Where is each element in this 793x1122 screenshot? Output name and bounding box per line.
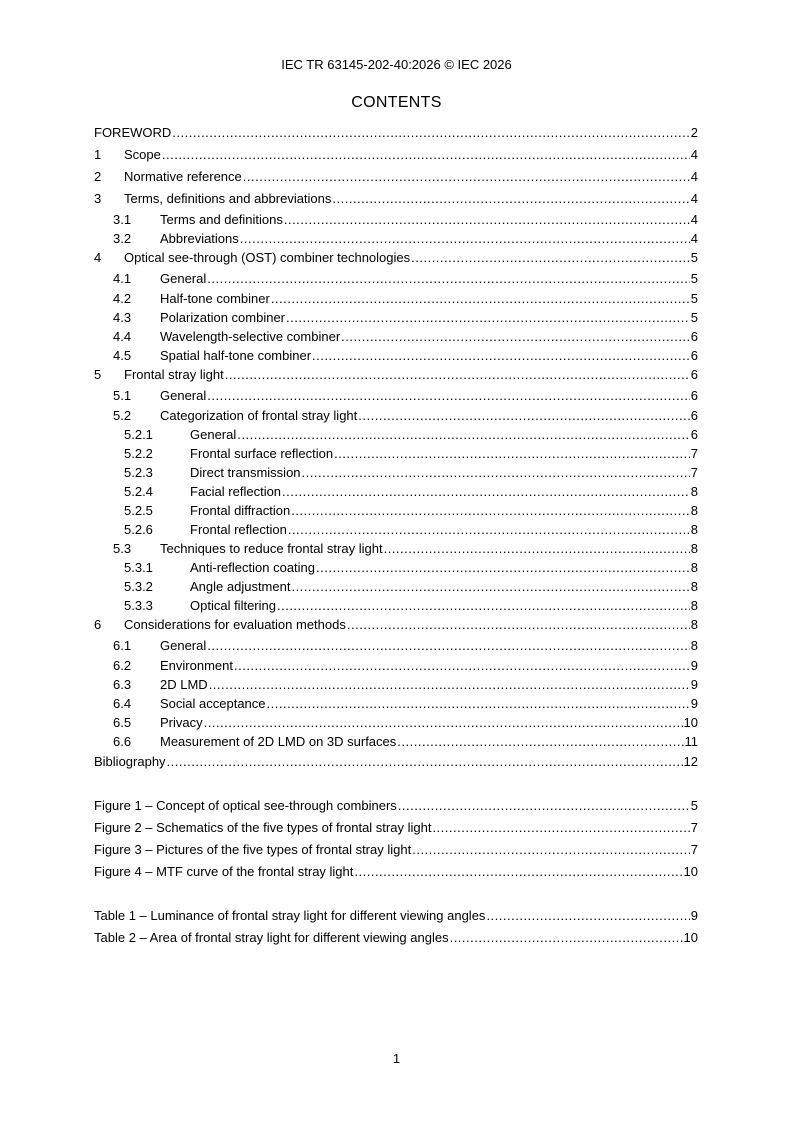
toc-entry[interactable]	[94, 250, 698, 271]
toc-entry-label: FOREWORD	[94, 125, 172, 140]
toc-entry-label: Bibliography	[94, 754, 166, 769]
toc-entry-page: 8	[690, 522, 698, 537]
toc-entry-label: Abbreviations	[160, 231, 239, 246]
toc-entry-number: 5.2.6	[124, 522, 153, 537]
toc-entry-number: 6.2	[113, 658, 132, 673]
figure-list-entry[interactable]	[94, 798, 698, 820]
toc-entry-number: 6.3	[113, 677, 132, 692]
toc-entry-label: Considerations for evaluation methods	[124, 617, 346, 632]
toc-entry-label: Frontal surface reflection	[190, 446, 334, 461]
page-number: 1	[392, 1051, 401, 1066]
toc-entry-page: 9	[690, 658, 698, 673]
toc-entry-label: Angle adjustment	[190, 579, 291, 594]
toc-entry[interactable]	[94, 310, 698, 329]
toc-entry-label: General	[160, 388, 207, 403]
toc-entry[interactable]	[94, 329, 698, 348]
table-list-entry[interactable]	[94, 930, 698, 952]
toc-entry-page: 12	[683, 754, 698, 769]
toc-entry-label: Frontal diffraction	[190, 503, 291, 518]
toc-entry-label: Spatial half-tone combiner	[160, 348, 312, 363]
toc-entry-number: 6.6	[113, 734, 132, 749]
toc-entry-number: 3	[94, 191, 102, 206]
toc-entry-page: 8	[690, 617, 698, 632]
toc-entry-page: 4	[690, 212, 698, 227]
toc-entry[interactable]	[94, 696, 698, 715]
toc-entry-label: Polarization combiner	[160, 310, 286, 325]
toc-entry-label: Categorization of frontal stray light	[160, 408, 358, 423]
toc-entry-number: 3.2	[113, 231, 132, 246]
toc-entry-number: 5.2.3	[124, 465, 153, 480]
toc-entry-page: 5	[690, 250, 698, 265]
toc-entry-page: 5	[690, 310, 698, 325]
toc-entry-number: 5.2.1	[124, 427, 153, 442]
toc-entry[interactable]	[94, 734, 698, 754]
toc-entry[interactable]	[94, 408, 698, 427]
toc-entry[interactable]	[94, 598, 698, 617]
toc-entry-label: Optical filtering	[190, 598, 276, 613]
figure-entry-label: Figure 3 – Pictures of the five types of frontal stray light	[94, 842, 412, 857]
toc-entry-page: 8	[690, 484, 698, 499]
toc-entry-page: 6	[690, 367, 698, 382]
section-spacer	[94, 886, 698, 908]
toc-entry-page: 6	[690, 408, 698, 423]
table-entry-page: 10	[683, 930, 698, 945]
figure-list-entry[interactable]	[94, 864, 698, 886]
toc-entry-number: 6	[94, 617, 102, 632]
toc-entry[interactable]	[94, 522, 698, 541]
figure-entry-page: 7	[690, 820, 698, 835]
toc-entry-label: 2D LMD	[160, 677, 208, 692]
figure-entry-page: 10	[683, 864, 698, 879]
toc-entry[interactable]	[94, 212, 698, 231]
toc-entry-page: 8	[690, 638, 698, 653]
toc-entry-page: 8	[690, 541, 698, 556]
toc-entry[interactable]	[94, 658, 698, 677]
figure-entry-page: 5	[690, 798, 698, 813]
toc-entry-label: General	[160, 271, 207, 286]
toc-entry-label: Privacy	[160, 715, 203, 730]
toc-entry-page: 9	[690, 696, 698, 711]
table-entry-page: 9	[690, 908, 698, 923]
toc-entry[interactable]	[94, 191, 698, 212]
toc-entry-number: 5.3.1	[124, 560, 153, 575]
toc-entry-page: 2	[690, 125, 698, 140]
toc-entry-label: Anti-reflection coating	[190, 560, 316, 575]
toc-entry[interactable]	[94, 677, 698, 696]
toc-entry-label: Social acceptance	[160, 696, 266, 711]
toc-entry-page: 5	[690, 271, 698, 286]
toc-entry-label: General	[160, 638, 207, 653]
toc-entry-label: Direct transmission	[190, 465, 301, 480]
toc-entry-label: Measurement of 2D LMD on 3D surfaces	[160, 734, 397, 749]
toc-entry[interactable]	[94, 388, 698, 408]
toc-entry-label: Terms, definitions and abbreviations	[124, 191, 332, 206]
toc-entry-number: 5	[94, 367, 102, 382]
toc-entry-number: 4.1	[113, 271, 132, 286]
toc-entry[interactable]	[94, 560, 698, 579]
figure-list-entry[interactable]	[94, 820, 698, 842]
toc-entry-label: Frontal reflection	[190, 522, 287, 537]
section-spacer	[94, 776, 698, 798]
toc-entry-number: 4.5	[113, 348, 132, 363]
toc-entry-number: 6.1	[113, 638, 132, 653]
toc-entry-page: 9	[690, 677, 698, 692]
toc-entry-page: 6	[690, 388, 698, 403]
toc-entry-label: Terms and definitions	[160, 212, 283, 227]
document-header: IEC TR 63145-202-40:2026 © IEC 2026	[281, 57, 512, 72]
toc-entry-page: 10	[683, 715, 698, 730]
toc-entry-page: 6	[690, 329, 698, 344]
toc-entry[interactable]	[94, 231, 698, 250]
toc-entry[interactable]	[94, 503, 698, 522]
toc-entry[interactable]	[94, 715, 698, 734]
toc-entry-number: 4	[94, 250, 102, 265]
toc-entry[interactable]	[94, 291, 698, 310]
toc-entry-page: 7	[690, 446, 698, 461]
toc-entry[interactable]	[94, 427, 698, 446]
toc-entry-label: Environment	[160, 658, 233, 673]
toc-entry-page: 8	[690, 598, 698, 613]
toc-entry-page: 4	[690, 231, 698, 246]
figure-list-entry[interactable]	[94, 842, 698, 864]
toc-entry-label: Techniques to reduce frontal stray light	[160, 541, 383, 556]
toc-entry-number: 5.2.5	[124, 503, 153, 518]
toc-entry[interactable]	[94, 125, 698, 147]
toc-entry-number: 5.2	[113, 408, 132, 423]
toc-entry[interactable]	[94, 367, 698, 388]
toc-entry-label: General	[190, 427, 237, 442]
figure-entry-label: Figure 2 – Schematics of the five types of frontal stray light	[94, 820, 432, 835]
toc-entry[interactable]	[94, 271, 698, 291]
toc-entry-number: 5.2.4	[124, 484, 153, 499]
toc-entry[interactable]	[94, 754, 698, 776]
table-entry-label: Table 1 – Luminance of frontal stray light for different viewing angles	[94, 908, 486, 923]
toc-entry-number: 4.4	[113, 329, 132, 344]
toc-entry-page: 8	[690, 503, 698, 518]
table-of-contents	[94, 125, 698, 952]
toc-entry-label: Normative reference	[124, 169, 242, 184]
figure-entry-label: Figure 1 – Concept of optical see-through combiners	[94, 798, 397, 813]
toc-entry-label: Facial reflection	[190, 484, 282, 499]
toc-entry-page: 7	[690, 465, 698, 480]
toc-entry-number: 5.3	[113, 541, 132, 556]
toc-entry-number: 6.5	[113, 715, 132, 730]
toc-entry-page: 4	[690, 147, 698, 162]
toc-entry-label: Scope	[124, 147, 161, 162]
toc-entry[interactable]	[94, 465, 698, 484]
toc-entry[interactable]	[94, 169, 698, 191]
toc-entry-label: Wavelength-selective combiner	[160, 329, 341, 344]
toc-entry[interactable]	[94, 446, 698, 465]
toc-entry-page: 6	[690, 348, 698, 363]
toc-entry-label: Optical see-through (OST) combiner technologies	[124, 250, 411, 265]
toc-entry-page: 6	[690, 427, 698, 442]
figure-entry-label: Figure 4 – MTF curve of the frontal stray light	[94, 864, 354, 879]
toc-entry-page: 4	[690, 191, 698, 206]
toc-entry-number: 3.1	[113, 212, 132, 227]
toc-entry[interactable]	[94, 541, 698, 560]
table-list-entry[interactable]	[94, 908, 698, 930]
toc-entry-number: 5.1	[113, 388, 132, 403]
toc-entry-page: 4	[690, 169, 698, 184]
toc-entry[interactable]	[94, 638, 698, 658]
toc-entry-label: Frontal stray light	[124, 367, 224, 382]
toc-entry-number: 6.4	[113, 696, 132, 711]
toc-entry[interactable]	[94, 484, 698, 503]
figure-entry-page: 7	[690, 842, 698, 857]
page-title: CONTENTS	[351, 94, 442, 111]
table-entry-label: Table 2 – Area of frontal stray light for different viewing angles	[94, 930, 449, 945]
toc-entry-page: 8	[690, 579, 698, 594]
toc-entry-page: 5	[690, 291, 698, 306]
toc-entry-number: 5.3.3	[124, 598, 153, 613]
toc-entry-number: 1	[94, 147, 102, 162]
toc-entry[interactable]	[94, 147, 698, 169]
toc-entry-number: 5.2.2	[124, 446, 153, 461]
toc-entry-number: 4.2	[113, 291, 132, 306]
toc-entry-page: 8	[690, 560, 698, 575]
toc-entry-number: 5.3.2	[124, 579, 153, 594]
toc-entry[interactable]	[94, 348, 698, 367]
toc-entry[interactable]	[94, 579, 698, 598]
toc-entry-label: Half-tone combiner	[160, 291, 270, 306]
toc-entry-number: 2	[94, 169, 102, 184]
toc-entry-page: 11	[684, 734, 698, 749]
toc-entry-number: 4.3	[113, 310, 132, 325]
toc-entry[interactable]	[94, 617, 698, 638]
